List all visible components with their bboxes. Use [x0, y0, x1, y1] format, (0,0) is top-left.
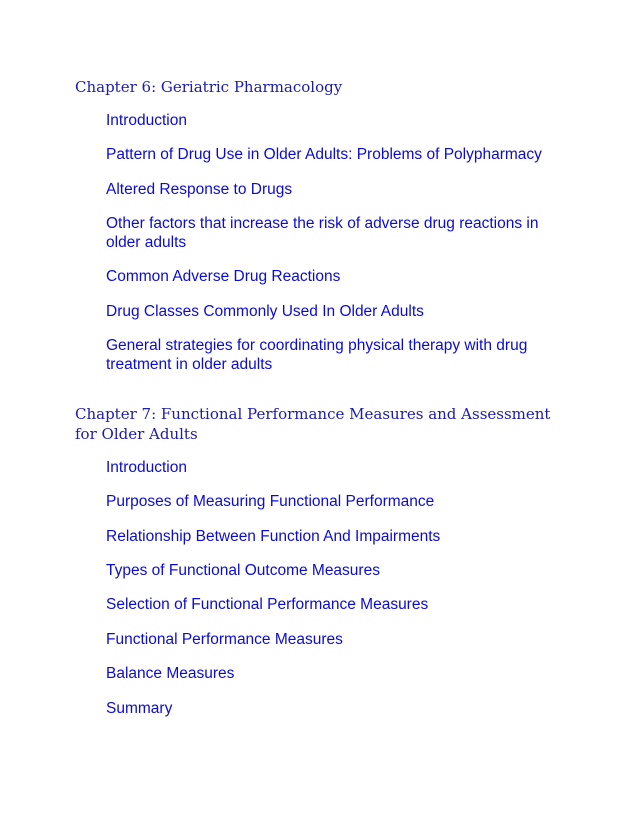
toc-link-ch7-selection[interactable]: Selection of Functional Performance Measures: [106, 596, 429, 613]
toc-link-ch6-introduction[interactable]: Introduction: [106, 112, 187, 129]
chapter-7-title: Chapter 7: Functional Performance Measures and Assessment for Older Adults: [75, 405, 551, 443]
toc-link-ch6-adverse-reactions[interactable]: Common Adverse Drug Reactions: [106, 268, 341, 285]
chapter-6-title: Chapter 6: Geriatric Pharmacology: [75, 78, 343, 96]
toc-link-ch7-balance-measures[interactable]: Balance Measures: [106, 665, 235, 682]
toc-link-ch7-summary[interactable]: Summary: [106, 700, 173, 717]
toc-link-ch7-functional-measures[interactable]: Functional Performance Measures: [106, 631, 343, 648]
toc-link-ch7-relationship[interactable]: Relationship Between Function And Impairments: [106, 528, 441, 545]
toc-link-ch6-altered-response[interactable]: Altered Response to Drugs: [106, 181, 293, 198]
toc-link-ch6-polypharmacy[interactable]: Pattern of Drug Use in Older Adults: Problems of Polypharmacy: [106, 146, 542, 163]
toc-link-ch6-general-strategies[interactable]: General strategies for coordinating physical therapy with drug treatment in older adults: [106, 337, 528, 373]
toc-link-ch6-drug-classes[interactable]: Drug Classes Commonly Used In Older Adults: [106, 303, 424, 320]
toc-link-ch7-introduction[interactable]: Introduction: [106, 459, 187, 476]
toc-link-ch7-purposes[interactable]: Purposes of Measuring Functional Performance: [106, 493, 435, 510]
toc-link-ch6-other-factors[interactable]: Other factors that increase the risk of adverse drug reactions in older adults: [106, 215, 539, 251]
toc-link-ch7-types[interactable]: Types of Functional Outcome Measures: [106, 562, 380, 579]
